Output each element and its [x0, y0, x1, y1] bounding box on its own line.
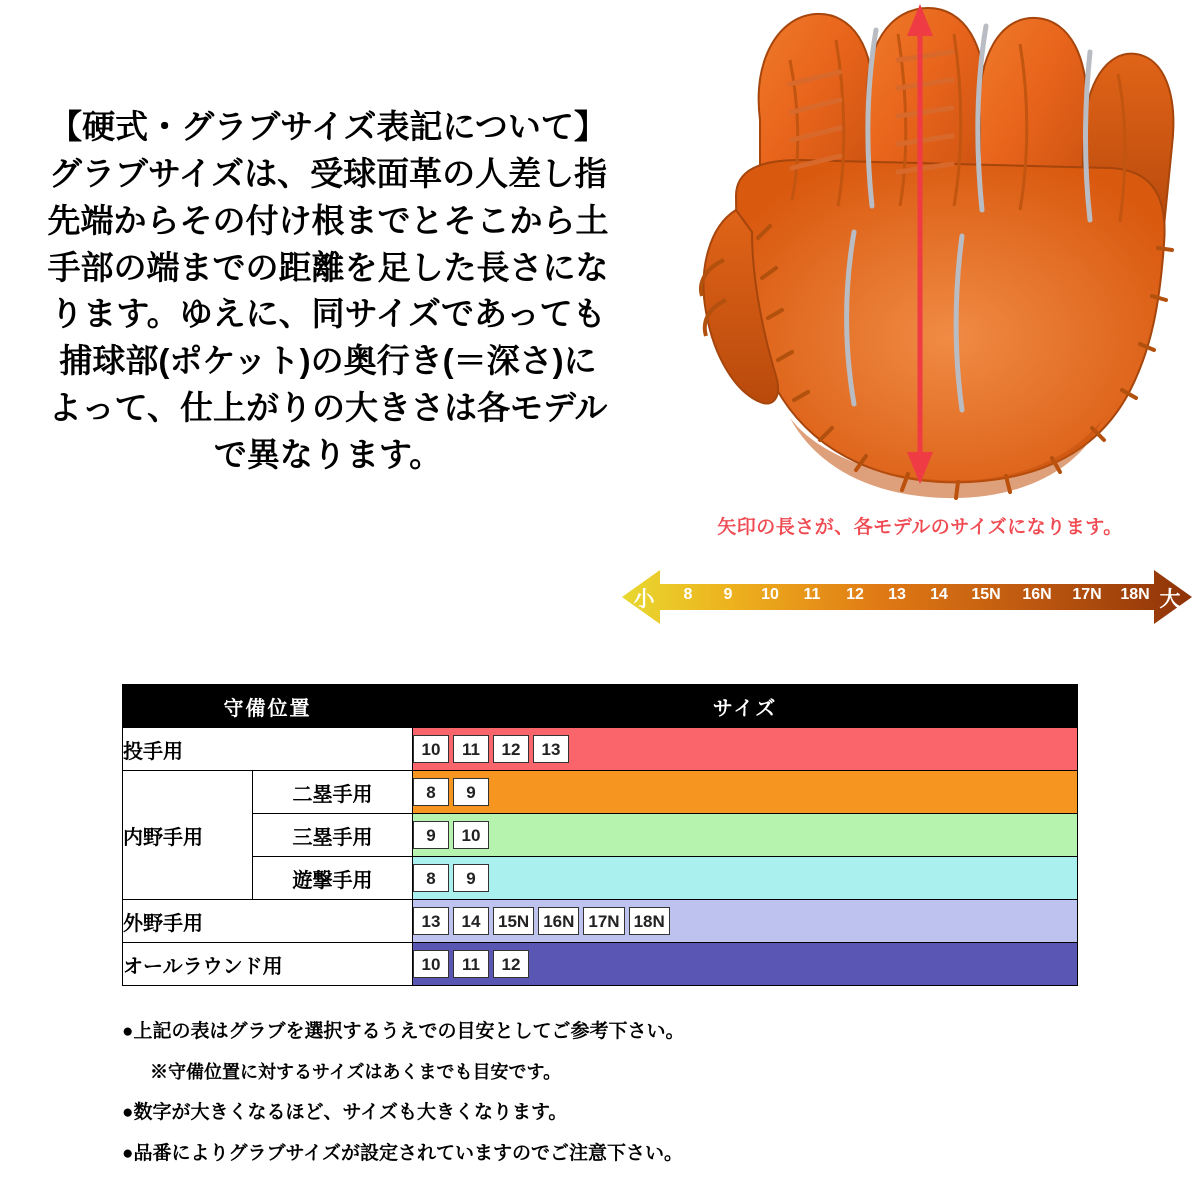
row-label-outfield: 外野手用	[123, 900, 413, 943]
table-row	[123, 943, 1078, 986]
size-chip: 12	[493, 735, 529, 763]
scale-large-label: 大	[1159, 588, 1181, 611]
size-chip: 8	[413, 778, 449, 806]
arrow-caption: 矢印の長さが、各モデルのサイズになります。	[717, 517, 1123, 538]
scale-tick-15N: 15N	[971, 586, 1001, 603]
header-size: サイズ	[413, 685, 1078, 728]
row-sublabel-second-base: 二塁手用	[253, 771, 413, 814]
size-chip: 15N	[493, 907, 534, 935]
row-label-infield: 内野手用	[123, 771, 253, 900]
row-sizes-shortstop	[413, 857, 1078, 900]
row-sizes-pitcher	[413, 728, 1078, 771]
size-chip: 9	[453, 864, 489, 892]
intro-line-6: 捕球部(ポケット)の奥行き(＝深さ)に	[59, 342, 597, 380]
scale-tick-9: 9	[723, 586, 733, 603]
header-position: 守備位置	[123, 685, 413, 728]
intro-line-5: ります。ゆえに、同サイズであっても	[50, 295, 606, 333]
table-row	[123, 900, 1078, 943]
measurement-arrow	[880, 0, 960, 500]
size-chip: 18N	[629, 907, 670, 935]
size-table	[122, 684, 1078, 986]
scale-tick-8: 8	[683, 586, 693, 603]
intro-text-block	[8, 104, 648, 479]
scale-tick-17N: 17N	[1072, 586, 1102, 603]
size-chip: 11	[453, 950, 489, 978]
intro-line-7: よって、仕上がりの大きさは各モデル	[48, 389, 608, 427]
size-chip: 10	[413, 950, 449, 978]
size-scale-bar	[622, 558, 1192, 636]
scale-small-label: 小	[633, 588, 655, 611]
note-item-2: ※守備位置に対するサイズはあくまでも目安です。	[150, 1062, 562, 1082]
size-chip: 12	[493, 950, 529, 978]
scale-tick-13: 13	[888, 586, 906, 603]
intro-line-8: で異なります。	[213, 436, 443, 474]
intro-line-2: グラブサイズは、受球面革の人差し指	[48, 154, 608, 192]
row-sizes-third-base	[413, 814, 1078, 857]
row-sublabel-shortstop: 遊撃手用	[253, 857, 413, 900]
intro-line-1: 【硬式・グラブサイズ表記について】	[49, 108, 607, 145]
size-chip: 14	[453, 907, 489, 935]
table-row	[123, 728, 1078, 771]
size-chip: 10	[413, 735, 449, 763]
note-item-1: ●上記の表はグラブを選択するうえでの目安としてご参考下さい。	[122, 1021, 685, 1042]
row-label-pitcher: 投手用	[123, 728, 413, 771]
row-sublabel-third-base: 三塁手用	[253, 814, 413, 857]
notes-block	[122, 1022, 1022, 1185]
size-chip: 8	[413, 864, 449, 892]
size-chip: 9	[453, 778, 489, 806]
scale-tick-16N: 16N	[1022, 586, 1052, 603]
row-label-allround: オールラウンド用	[123, 943, 413, 986]
table-row	[123, 771, 1078, 814]
note-item-3: ●数字が大きくなるほど、サイズも大きくなります。	[122, 1102, 568, 1123]
size-chip: 9	[413, 821, 449, 849]
size-chip: 13	[413, 907, 449, 935]
row-sizes-outfield	[413, 900, 1078, 943]
table-row	[123, 814, 1078, 857]
size-chip: 17N	[583, 907, 624, 935]
size-chip: 10	[453, 821, 489, 849]
note-item-4: ●品番によりグラブサイズが設定されていますのでご注意下さい。	[122, 1143, 683, 1164]
scale-tick-14: 14	[930, 586, 948, 603]
scale-tick-12: 12	[846, 586, 864, 603]
scale-tick-11: 11	[803, 586, 821, 603]
scale-tick-10: 10	[761, 586, 779, 603]
table-header-row	[123, 685, 1078, 728]
intro-line-4: 手部の端までの距離を足した長さにな	[47, 248, 609, 286]
size-chip: 11	[453, 735, 489, 763]
row-sizes-allround	[413, 943, 1078, 986]
intro-line-3: 先端からその付け根までとそこから土	[47, 201, 609, 239]
size-chip: 16N	[538, 907, 579, 935]
size-chip: 13	[533, 735, 569, 763]
row-sizes-second-base	[413, 771, 1078, 814]
table-row	[123, 857, 1078, 900]
scale-tick-18N: 18N	[1120, 586, 1150, 603]
